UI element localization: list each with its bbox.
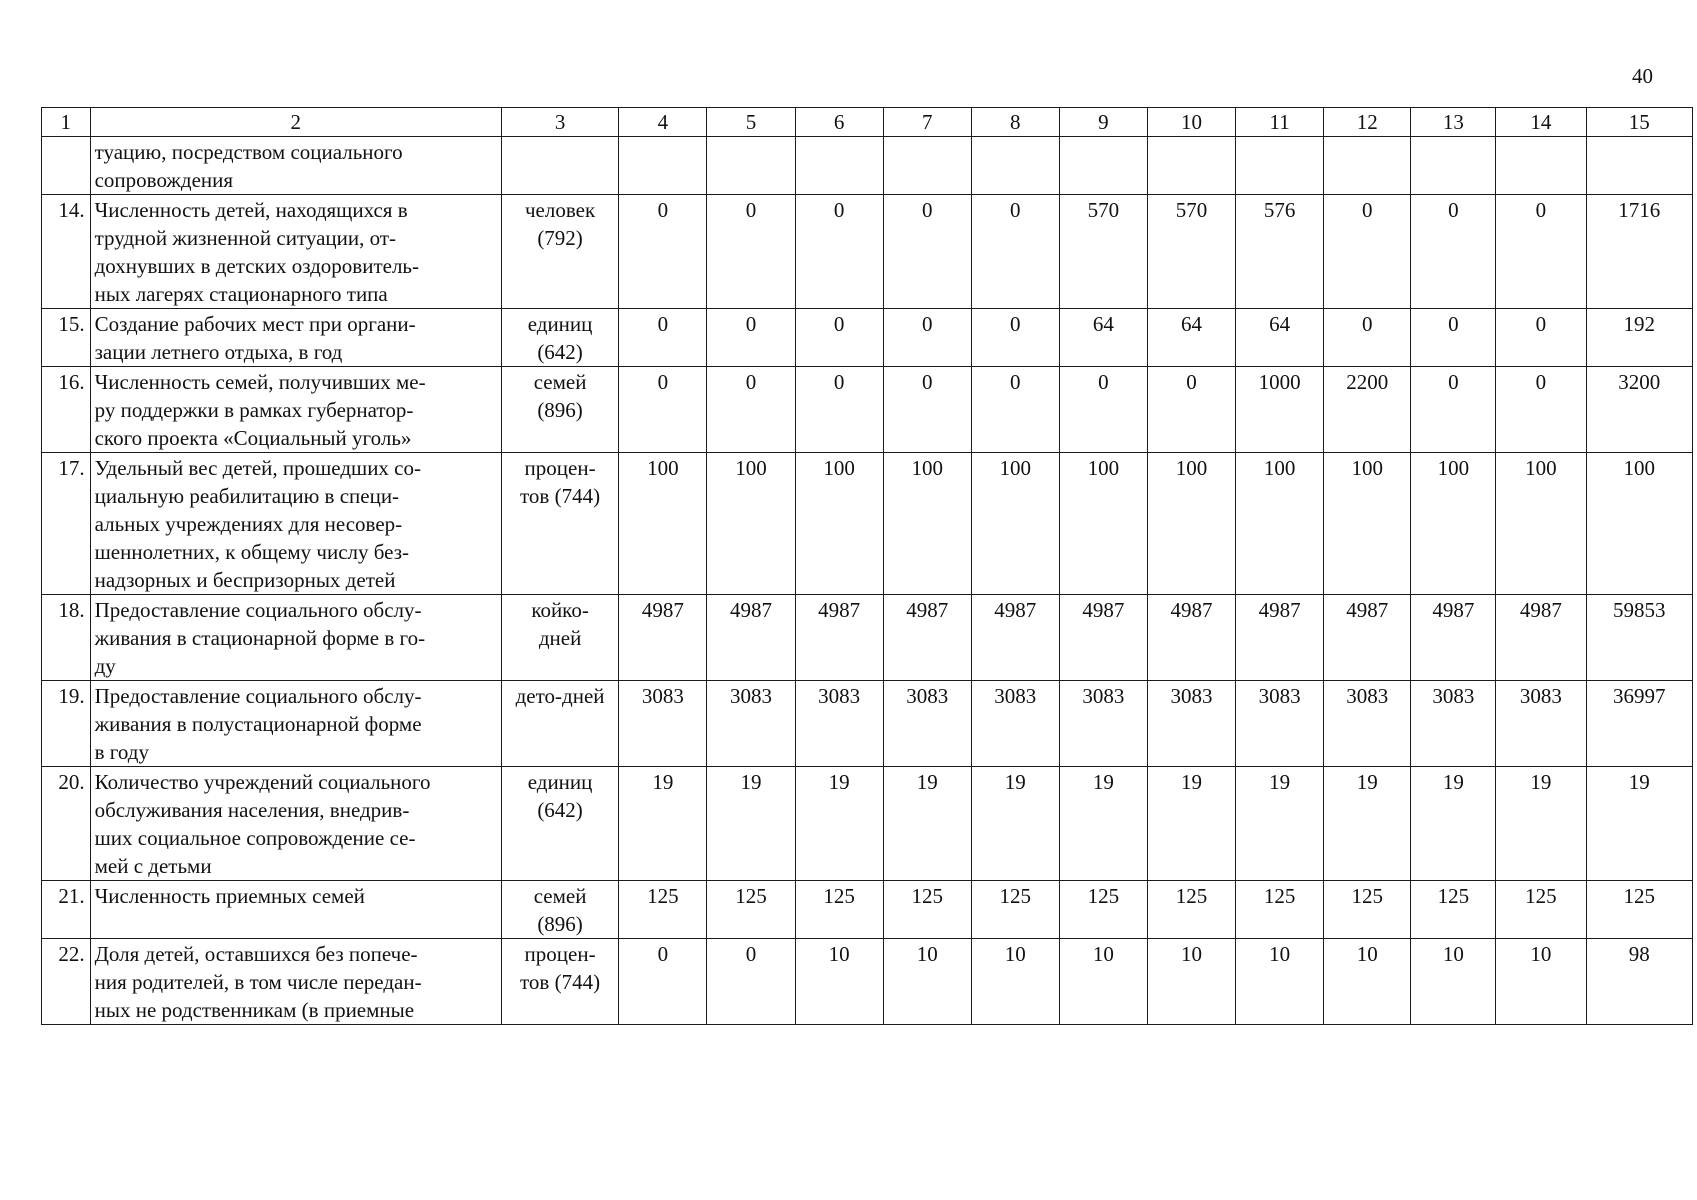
header-cell: 15: [1586, 108, 1693, 137]
unit-cell: [501, 309, 618, 367]
value-cell: 0: [707, 939, 795, 1025]
unit-line: дней: [538, 626, 582, 650]
value-cell: [883, 137, 971, 195]
row-number-cell: 17.: [42, 453, 91, 595]
value-cell: 570: [1147, 195, 1235, 309]
value-cell: 3083: [1496, 681, 1586, 767]
value-cell: 19: [619, 767, 707, 881]
unit-cell: [501, 595, 618, 681]
indicator-description-cell: [90, 195, 501, 309]
description-line: надзорных и беспризорных детей: [94, 568, 396, 592]
value-cell: 3083: [619, 681, 707, 767]
value-cell: 100: [795, 453, 883, 595]
header-cell: 14: [1496, 108, 1586, 137]
description-line: ных не родственникам (в приемные: [94, 998, 415, 1022]
header-cell: 1: [42, 108, 91, 137]
unit-cell: [501, 137, 618, 195]
indicator-description-cell: [90, 309, 501, 367]
value-cell: 576: [1236, 195, 1324, 309]
value-cell: 19: [971, 767, 1059, 881]
table-row: [42, 453, 1693, 595]
value-cell: [619, 137, 707, 195]
unit-line: процен-: [524, 942, 596, 966]
value-cell: 100: [1147, 453, 1235, 595]
value-cell: 3083: [707, 681, 795, 767]
description-line: живания в полустационарной форме: [94, 712, 422, 736]
description-line: Удельный вес детей, прошедших со-: [94, 456, 421, 480]
description-line: шеннолетних, к общему числу без-: [94, 540, 410, 564]
column-number-row: [42, 108, 1693, 137]
table-row: [42, 137, 1693, 195]
value-cell: 64: [1236, 309, 1324, 367]
value-cell: 1000: [1236, 367, 1324, 453]
value-cell: 0: [707, 367, 795, 453]
row-number-cell: 16.: [42, 367, 91, 453]
description-line: ных лагерях стационарного типа: [94, 282, 388, 306]
total-value-cell: 36997: [1586, 681, 1693, 767]
header-cell: 10: [1147, 108, 1235, 137]
unit-cell: [501, 367, 618, 453]
header-cell: 6: [795, 108, 883, 137]
description-line: в году: [94, 740, 149, 764]
table-row: [42, 195, 1693, 309]
unit-cell: [501, 767, 618, 881]
indicator-description-cell: [90, 881, 501, 939]
total-value-cell: 3200: [1586, 367, 1693, 453]
value-cell: 19: [1324, 767, 1411, 881]
row-number-cell: 22.: [42, 939, 91, 1025]
value-cell: 10: [971, 939, 1059, 1025]
value-cell: 100: [1411, 453, 1496, 595]
value-cell: [1236, 137, 1324, 195]
indicator-description-cell: [90, 939, 501, 1025]
value-cell: 4987: [883, 595, 971, 681]
total-value-cell: 59853: [1586, 595, 1693, 681]
value-cell: 4987: [1496, 595, 1586, 681]
value-cell: 0: [1411, 367, 1496, 453]
value-cell: 3083: [1147, 681, 1235, 767]
unit-line: дето-дней: [515, 684, 605, 708]
total-value-cell: 19: [1586, 767, 1693, 881]
value-cell: [1147, 137, 1235, 195]
value-cell: 3083: [795, 681, 883, 767]
description-line: Количество учреждений социального: [94, 770, 431, 794]
value-cell: 4987: [1147, 595, 1235, 681]
table-row: [42, 881, 1693, 939]
header-cell: 4: [619, 108, 707, 137]
description-line: Численность приемных семей: [94, 884, 365, 908]
value-cell: 100: [1059, 453, 1147, 595]
row-number-cell: 20.: [42, 767, 91, 881]
table-row: [42, 367, 1693, 453]
value-cell: 64: [1147, 309, 1235, 367]
description-line: зации летнего отдыха, в год: [94, 340, 343, 364]
total-value-cell: 1716: [1586, 195, 1693, 309]
unit-line: (642): [537, 340, 583, 364]
value-cell: [971, 137, 1059, 195]
value-cell: 3083: [1411, 681, 1496, 767]
header-cell: 2: [90, 108, 501, 137]
value-cell: 125: [883, 881, 971, 939]
header-cell: 9: [1059, 108, 1147, 137]
value-cell: 0: [883, 367, 971, 453]
value-cell: 10: [1496, 939, 1586, 1025]
value-cell: 0: [619, 309, 707, 367]
value-cell: 19: [1496, 767, 1586, 881]
value-cell: 10: [1236, 939, 1324, 1025]
unit-line: процен-: [524, 456, 596, 480]
total-value-cell: 100: [1586, 453, 1693, 595]
unit-cell: [501, 195, 618, 309]
value-cell: 570: [1059, 195, 1147, 309]
value-cell: 0: [619, 939, 707, 1025]
value-cell: 3083: [1059, 681, 1147, 767]
description-line: Предоставление социального обслу-: [94, 598, 422, 622]
unit-line: тов (744): [520, 484, 601, 508]
value-cell: 0: [883, 195, 971, 309]
table-row: [42, 681, 1693, 767]
unit-line: тов (744): [520, 970, 601, 994]
unit-cell: [501, 939, 618, 1025]
value-cell: 100: [883, 453, 971, 595]
value-cell: 10: [1059, 939, 1147, 1025]
value-cell: 4987: [971, 595, 1059, 681]
value-cell: 3083: [883, 681, 971, 767]
value-cell: [1411, 137, 1496, 195]
row-number-cell: 21.: [42, 881, 91, 939]
value-cell: 0: [707, 309, 795, 367]
value-cell: 4987: [795, 595, 883, 681]
value-cell: 100: [1324, 453, 1411, 595]
description-line: сопровождения: [94, 168, 234, 192]
value-cell: 3083: [971, 681, 1059, 767]
unit-cell: [501, 453, 618, 595]
description-line: ших социальное сопровождение се-: [94, 826, 416, 850]
unit-cell: [501, 681, 618, 767]
indicator-description-cell: [90, 453, 501, 595]
value-cell: 125: [619, 881, 707, 939]
value-cell: 125: [971, 881, 1059, 939]
indicator-description-cell: [90, 681, 501, 767]
description-line: туацию, посредством социального: [94, 140, 403, 164]
total-value-cell: 125: [1586, 881, 1693, 939]
value-cell: 10: [1324, 939, 1411, 1025]
value-cell: 64: [1059, 309, 1147, 367]
description-line: Численность детей, находящихся в: [94, 198, 408, 222]
value-cell: [1059, 137, 1147, 195]
value-cell: 125: [1496, 881, 1586, 939]
unit-line: (642): [537, 798, 583, 822]
description-line: живания в стационарной форме в го-: [94, 626, 426, 650]
value-cell: 0: [1496, 309, 1586, 367]
value-cell: [1496, 137, 1586, 195]
value-cell: 125: [1147, 881, 1235, 939]
value-cell: 4987: [1059, 595, 1147, 681]
value-cell: 19: [1059, 767, 1147, 881]
description-line: ского проекта «Социальный уголь»: [94, 426, 412, 450]
unit-line: (896): [537, 398, 583, 422]
value-cell: 125: [1411, 881, 1496, 939]
value-cell: 19: [795, 767, 883, 881]
table-row: [42, 767, 1693, 881]
value-cell: 125: [707, 881, 795, 939]
value-cell: [707, 137, 795, 195]
value-cell: 125: [1236, 881, 1324, 939]
value-cell: 2200: [1324, 367, 1411, 453]
value-cell: 19: [1147, 767, 1235, 881]
value-cell: 19: [883, 767, 971, 881]
value-cell: 0: [707, 195, 795, 309]
row-number-cell: 18.: [42, 595, 91, 681]
value-cell: 19: [707, 767, 795, 881]
unit-line: (792): [537, 226, 583, 250]
value-cell: 19: [1236, 767, 1324, 881]
total-value-cell: [1586, 137, 1693, 195]
header-cell: 5: [707, 108, 795, 137]
value-cell: 0: [1411, 195, 1496, 309]
value-cell: 0: [1496, 195, 1586, 309]
value-cell: 0: [1324, 195, 1411, 309]
value-cell: 0: [795, 309, 883, 367]
table-row: [42, 939, 1693, 1025]
description-line: обслуживания населения, внедрив-: [94, 798, 410, 822]
page-number: 40: [1632, 64, 1653, 88]
total-value-cell: 98: [1586, 939, 1693, 1025]
row-number-cell: 14.: [42, 195, 91, 309]
description-line: Создание рабочих мест при органи-: [94, 312, 416, 336]
header-cell: 12: [1324, 108, 1411, 137]
unit-line: человек: [524, 198, 596, 222]
indicator-description-cell: [90, 595, 501, 681]
unit-line: семей: [533, 884, 587, 908]
row-number-cell: 15.: [42, 309, 91, 367]
indicator-description-cell: [90, 367, 501, 453]
value-cell: 100: [707, 453, 795, 595]
indicator-description-cell: [90, 137, 501, 195]
value-cell: 10: [1411, 939, 1496, 1025]
unit-line: единиц: [527, 770, 593, 794]
description-line: Численность семей, получивших ме-: [94, 370, 426, 394]
row-number-cell: 19.: [42, 681, 91, 767]
indicators-table: [41, 107, 1693, 1025]
header-cell: 3: [501, 108, 618, 137]
row-number-cell: [42, 137, 91, 195]
description-line: ду: [94, 654, 116, 678]
value-cell: 100: [619, 453, 707, 595]
value-cell: 0: [795, 195, 883, 309]
value-cell: 0: [1411, 309, 1496, 367]
total-value-cell: 192: [1586, 309, 1693, 367]
value-cell: 0: [1324, 309, 1411, 367]
table-row: [42, 595, 1693, 681]
value-cell: 4987: [1411, 595, 1496, 681]
value-cell: 100: [971, 453, 1059, 595]
unit-line: единиц: [527, 312, 593, 336]
description-line: альных учреждениях для несовер-: [94, 512, 403, 536]
value-cell: 0: [619, 367, 707, 453]
value-cell: 3083: [1324, 681, 1411, 767]
unit-line: семей: [533, 370, 587, 394]
value-cell: 100: [1236, 453, 1324, 595]
description-line: трудной жизненной ситуации, от-: [94, 226, 397, 250]
value-cell: 10: [1147, 939, 1235, 1025]
value-cell: 0: [1147, 367, 1235, 453]
description-line: циальную реабилитацию в специ-: [94, 484, 400, 508]
description-line: Доля детей, оставшихся без попече-: [94, 942, 418, 966]
description-line: мей с детьми: [94, 854, 212, 878]
value-cell: 0: [795, 367, 883, 453]
header-cell: 8: [971, 108, 1059, 137]
value-cell: 0: [971, 309, 1059, 367]
unit-cell: [501, 881, 618, 939]
value-cell: 4987: [707, 595, 795, 681]
description-line: ния родителей, в том числе передан-: [94, 970, 422, 994]
value-cell: 0: [883, 309, 971, 367]
description-line: дохнувших в детских оздоровитель-: [94, 254, 420, 278]
description-line: Предоставление социального обслу-: [94, 684, 422, 708]
value-cell: 4987: [1236, 595, 1324, 681]
value-cell: 0: [971, 367, 1059, 453]
description-line: ру поддержки в рамках губернатор-: [94, 398, 414, 422]
header-cell: 7: [883, 108, 971, 137]
value-cell: 10: [795, 939, 883, 1025]
unit-line: койко-: [531, 598, 589, 622]
value-cell: 0: [1496, 367, 1586, 453]
value-cell: [795, 137, 883, 195]
value-cell: 125: [1324, 881, 1411, 939]
value-cell: 100: [1496, 453, 1586, 595]
value-cell: 0: [619, 195, 707, 309]
value-cell: 4987: [1324, 595, 1411, 681]
unit-line: (896): [537, 912, 583, 936]
table-row: [42, 309, 1693, 367]
value-cell: 3083: [1236, 681, 1324, 767]
value-cell: 125: [795, 881, 883, 939]
value-cell: 10: [883, 939, 971, 1025]
header-cell: 13: [1411, 108, 1496, 137]
value-cell: 0: [1059, 367, 1147, 453]
header-cell: 11: [1236, 108, 1324, 137]
value-cell: 0: [971, 195, 1059, 309]
value-cell: 19: [1411, 767, 1496, 881]
value-cell: 4987: [619, 595, 707, 681]
value-cell: 125: [1059, 881, 1147, 939]
indicator-description-cell: [90, 767, 501, 881]
value-cell: [1324, 137, 1411, 195]
